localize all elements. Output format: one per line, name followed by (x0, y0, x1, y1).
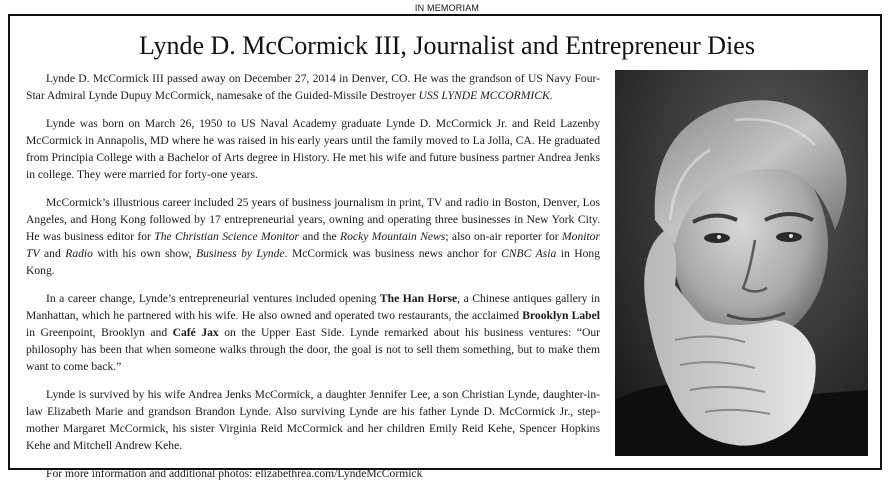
publication-rmn: Rocky Mountain News (340, 230, 446, 243)
section-label: IN MEMORIAM (414, 3, 480, 13)
paragraph-early-life: Lynde was born on March 26, 1950 to US Naval Academy graduate Lynde D. McCormick Jr. and Reid Lazenby McCormick in Annapolis, MD where he was raised in his early years until the family moved to La Jolla, CA. He graduated from Principia College with a Bachelor of Arts degree in History. He met his wife and future business partner Andrea Jenks in college. They were married for forty-one years. (26, 117, 600, 181)
text-run: on the Upper East Side. Lynde remarked about his business ventures: “Our philosophy has been that when someone walks through the door, the goal is not to sell them something, but to make them want to come back.” (26, 326, 600, 373)
text-run: . (549, 89, 553, 102)
text-run: in Greenpoint, Brooklyn and (26, 326, 173, 339)
ship-name: USS LYNDE MCCORMICK (418, 89, 550, 102)
text-run: In a career change, Lynde’s entrepreneurial ventures included opening (46, 292, 380, 305)
outlet-cnbc-asia: CNBC Asia (501, 247, 557, 260)
paragraph-ventures (26, 290, 600, 375)
portrait-photo (615, 70, 868, 456)
text-run: in Hong Kong. (26, 247, 600, 277)
text-run: Lynde D. McCormick III passed away on December 27, 2014 in Denver, CO. He was the grandson of US Navy Four-Star Admiral Lynde Dupuy McCormick, namesake of the Guided-Missile Destroyer (26, 72, 600, 102)
paragraph-survivors: Lynde is survived by his wife Andrea Jenks McCormick, a daughter Jennifer Lee, a son Christian Lynde, daughter-in-law Elizabeth Marie and grandson Brandon Lynde. Also surviving Lynde are his father Lynde D. McCormick Jr., step-mother Margaret McCormick, his sister Virginia Reid McCormick and her children Emily Reid Kehe, Spencer Hopkins Kehe and Mitchell Andrew Kehe. (26, 388, 600, 452)
publication-csm: The Christian Science Monitor (154, 230, 300, 243)
paragraph-career (26, 194, 600, 279)
outlet-monitor-tv: Monitor TV (26, 230, 600, 260)
paragraph-more-info: For more information and additional photos: elizabethrea.com/LyndeMcCormick (46, 467, 423, 480)
outlet-radio: Radio (65, 247, 93, 260)
text-run: , a Chinese antiques gallery in Manhattan, which he partnered with his wife. He also owned and operated two restaurants, the acclaimed (26, 292, 600, 322)
show-name: Business by Lynde (196, 247, 285, 260)
text-run: and the (299, 230, 341, 243)
text-run: McCormick’s illustrious career included 25 years of business journalism in print, TV and radio in Boston, Denver, Los Angeles, and Hong Kong followed by 17 entrepreneurial years, owning and operating three businesses in New York City. He was business editor for (26, 196, 600, 243)
headline: Lynde D. McCormick III, Journalist and Entrepreneur Dies (139, 31, 755, 60)
text-run: . McCormick was business news anchor for (284, 247, 502, 260)
paragraph-death-notice (26, 70, 600, 104)
text-run: with his own show, (92, 247, 197, 260)
article-body (26, 70, 600, 482)
business-han-horse: The Han Horse (379, 292, 458, 305)
business-brooklyn-label: Brooklyn Label (522, 309, 601, 322)
text-run: and (39, 247, 66, 260)
text-run: ; also on-air reporter for (445, 230, 562, 243)
business-cafe-jax: Café Jax (172, 326, 219, 339)
